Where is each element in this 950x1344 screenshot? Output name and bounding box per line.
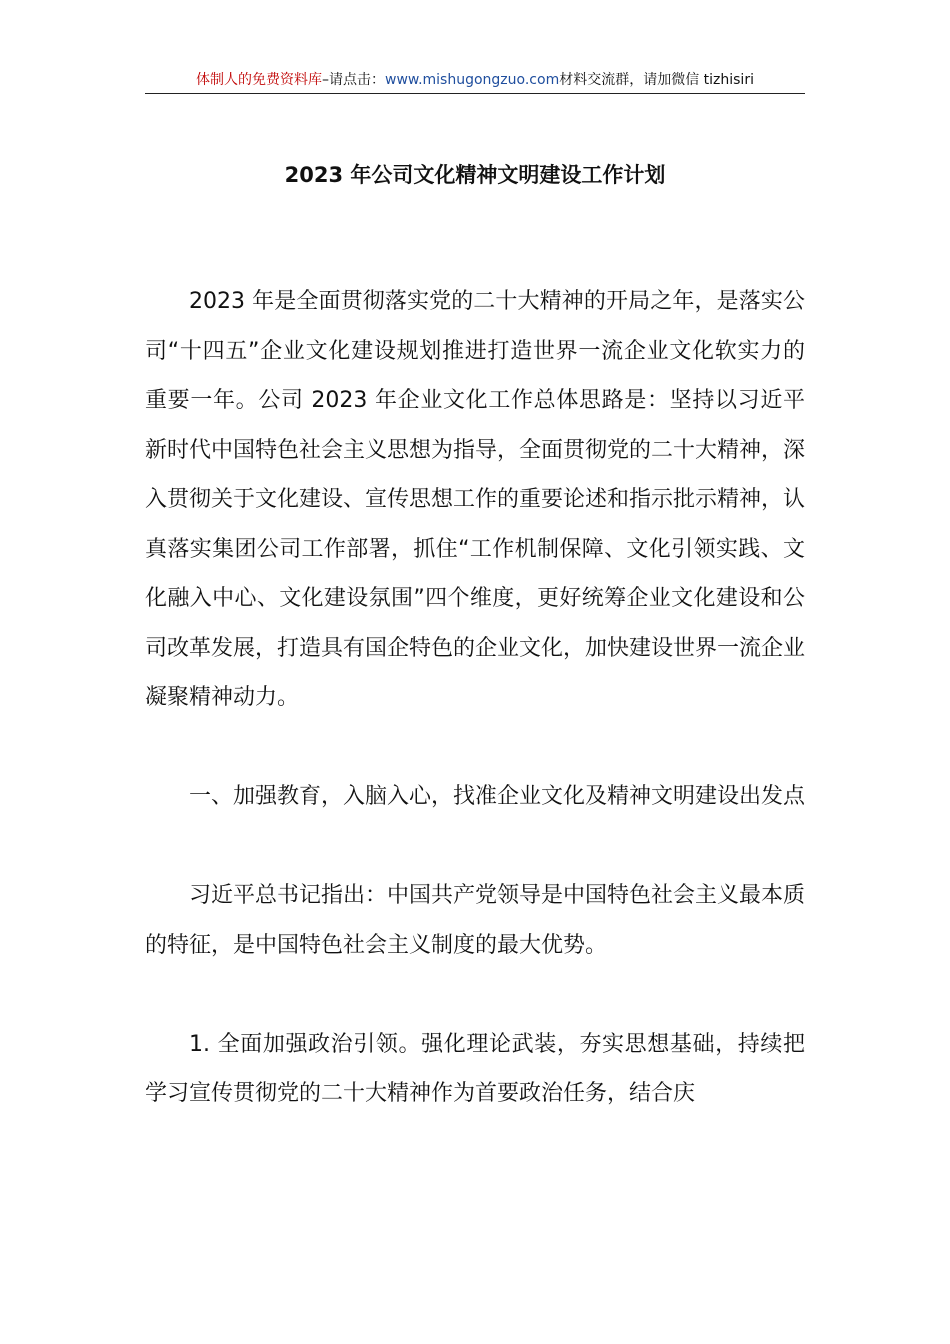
quote-paragraph: 习近平总书记指出：中国共产党领导是中国特色社会主义最本质的特征，是中国特色社会主义制度的最大优势。 — [145, 883, 806, 958]
document-body — [145, 277, 805, 1168]
intro-paragraph: 2023 年是全面贯彻落实党的二十大精神的开局之年，是落实公司“十四五”企业文化建设规划推进打造世界一流企业文化软实力的重要一年。公司 2023 年企业文化工作总体思路是：坚持以习近平新时代中国特色社会主义思想为指导，全面贯彻党的二十大精神，深入贯彻关于文化建设、宣传思想工作的重要论述和指示批示精神，认真落实集团公司工作部署，抓住“工作机制保障、文化引领实践、文化融入中心、文化建设氛围”四个维度，更好统筹企业文化建设和公司改革发展，打造具有国企特色的企业文化，加快建设世界一流企业凝聚精神动力。 — [145, 289, 806, 710]
header-suffix: 材料交流群，请加微信 tizhisiri — [559, 72, 754, 88]
header-brand: 体制人的免费资料库 — [196, 72, 323, 88]
page-header — [145, 70, 805, 94]
section-heading: 一、加强教育，入脑入心，找准企业文化及精神文明建设出发点 — [189, 784, 806, 809]
document-title: 2023 年公司文化精神文明建设工作计划 — [284, 163, 666, 187]
item-paragraph: 1. 全面加强政治引领。强化理论武装，夯实思想基础，持续把学习宣传贯彻党的二十大精神作为首要政治任务，结合庆 — [145, 1031, 805, 1106]
header-url-link[interactable]: www.mishugongzuo.com — [385, 72, 560, 88]
header-prompt: –请点击： — [322, 72, 386, 88]
